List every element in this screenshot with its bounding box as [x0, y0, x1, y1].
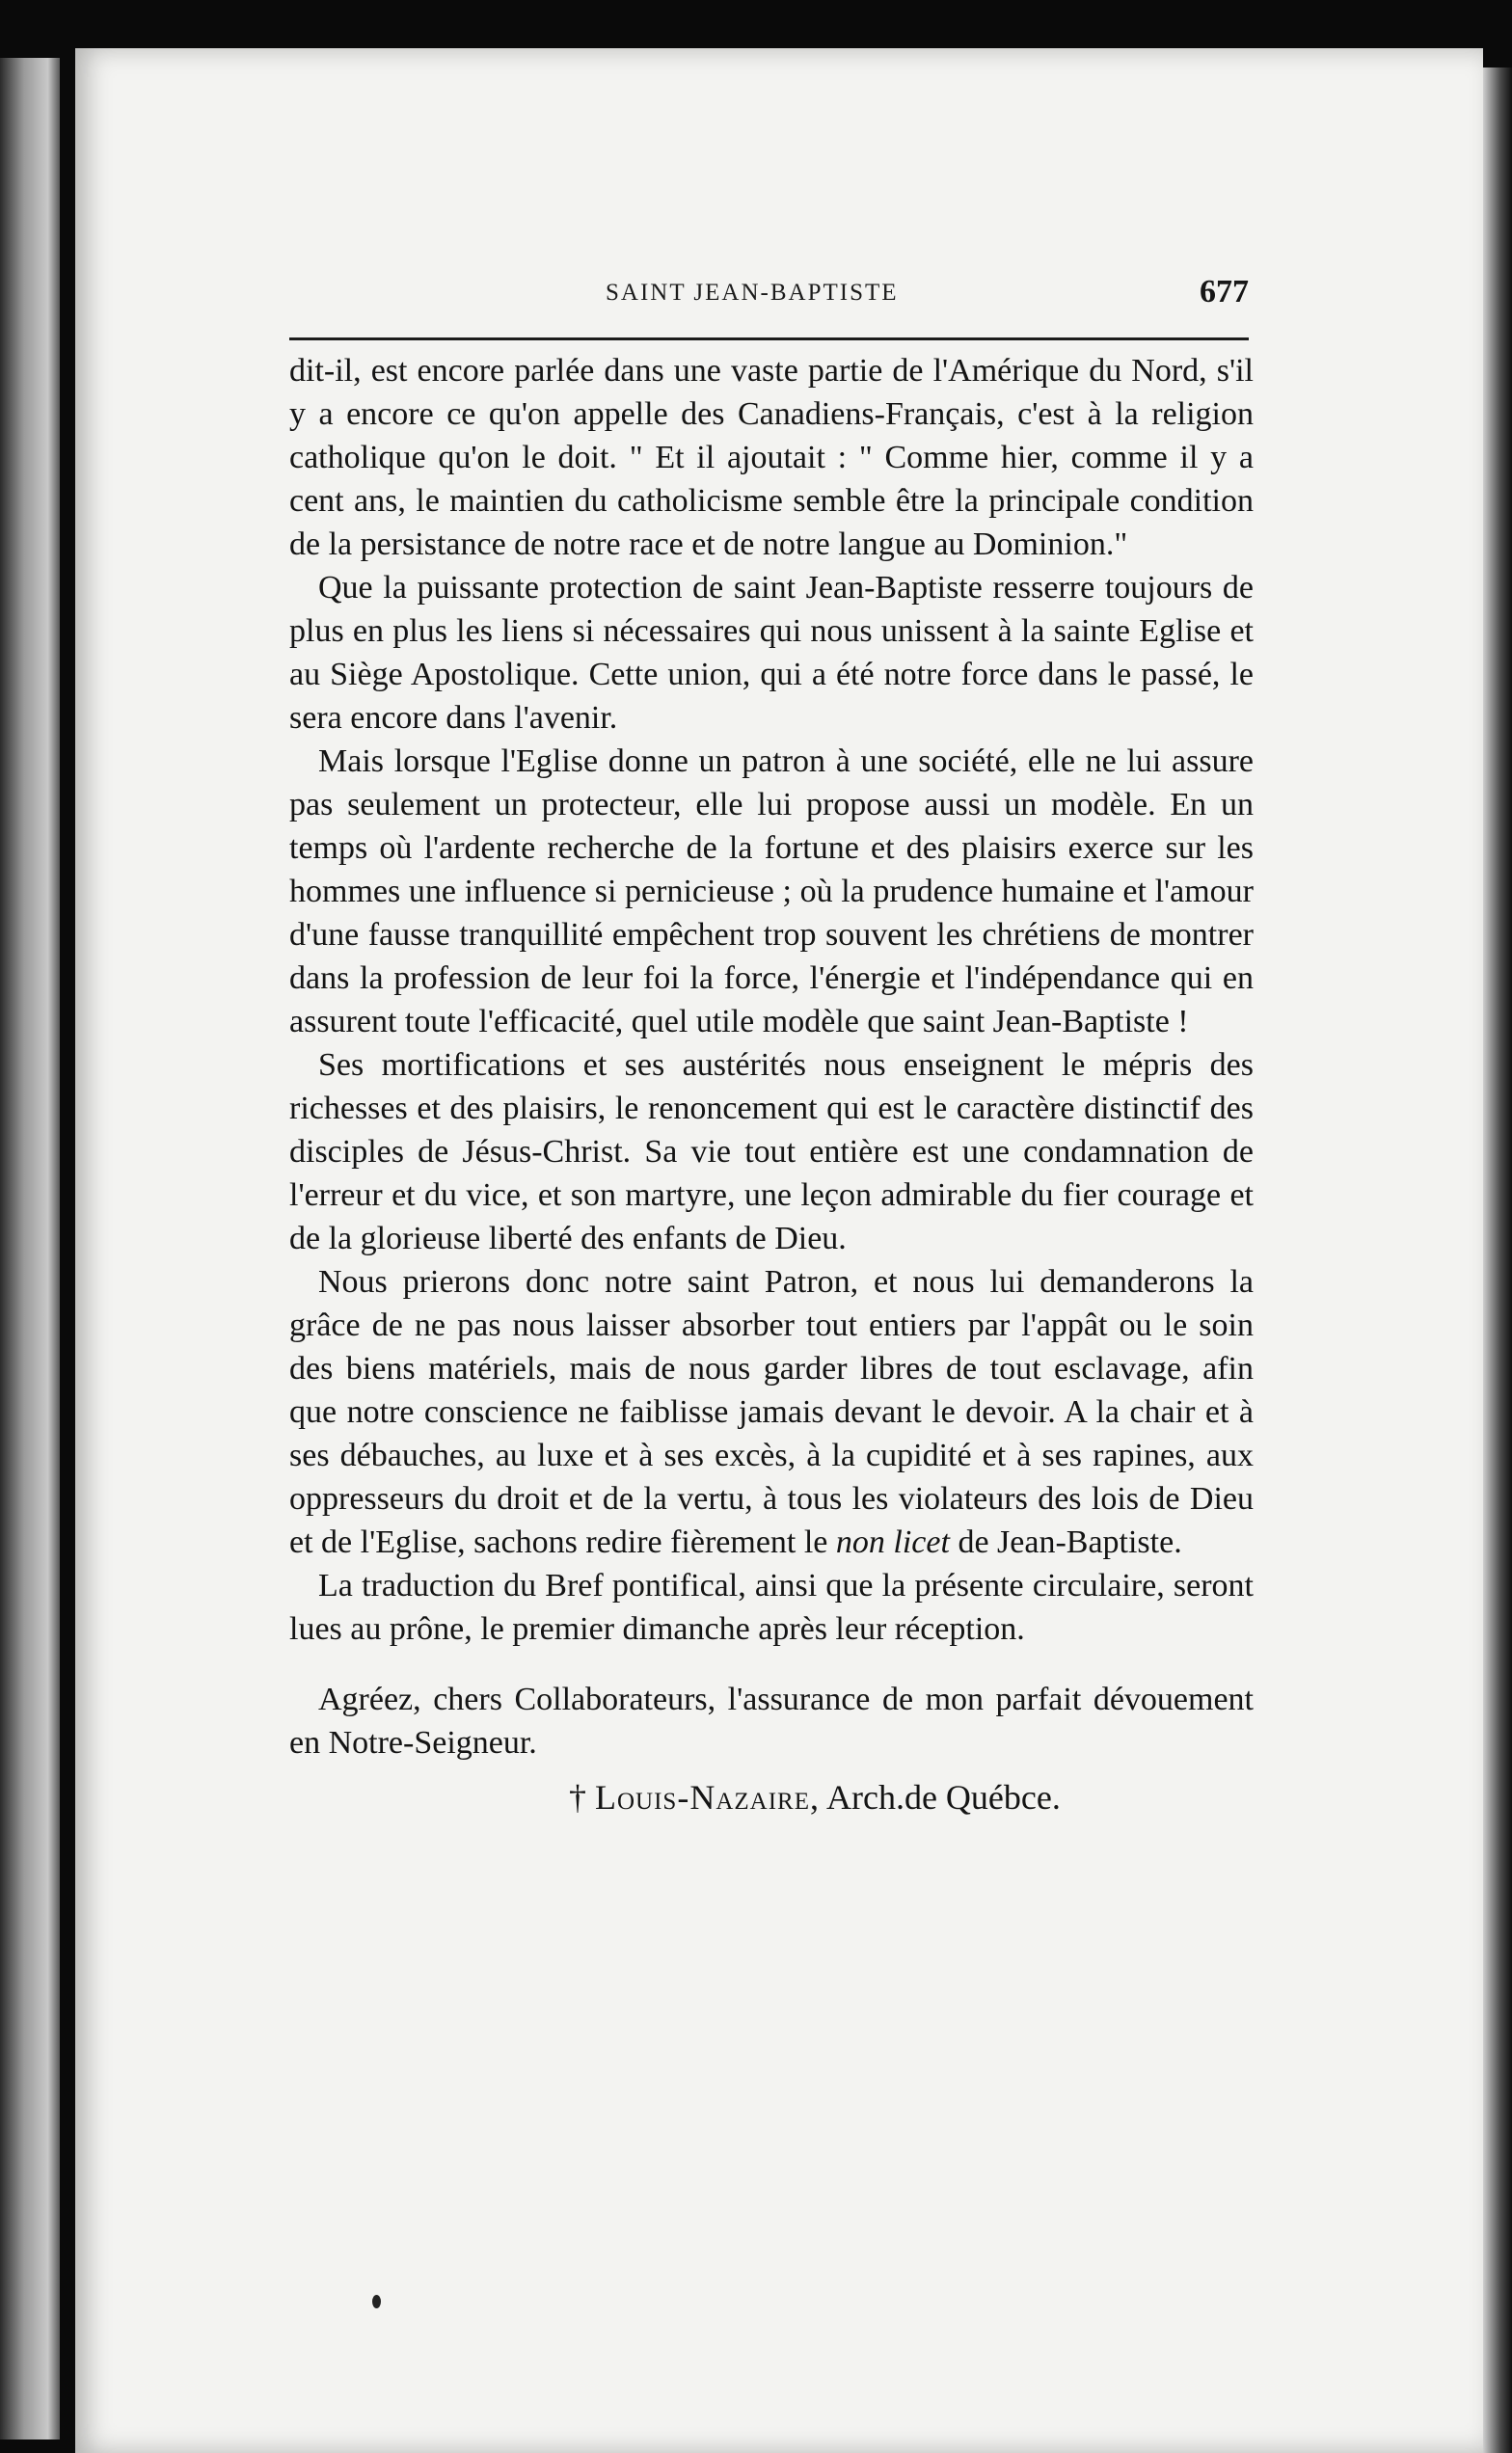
running-header	[289, 274, 1249, 322]
ink-speck	[372, 2295, 381, 2308]
paragraph-5-end: de Jean-Baptiste.	[958, 1524, 1182, 1560]
page-number: 677	[1200, 274, 1249, 310]
paragraph-3: Mais lorsque l'Eglise donne un patron à une société, elle ne lui assure pas seulement un protecteur, elle lui propose aussi un modèle. En un temps où l'ardente recherche de la fortune et des plaisirs exerce sur les hommes une influence si pernicieuse ; où la prudence humaine et l'amour d'une fausse tranquillité empêchent trop souvent les chrétiens de montrer dans la profession de leur foi la force, l'énergie et l'indépendance qui en assurent toute l'efficacité, quel utile modèle que saint Jean-Baptiste !	[289, 743, 1254, 1039]
latin-phrase: non licet	[835, 1524, 950, 1560]
paragraph-5-text: Nous prierons donc notre saint Patron, et nous lui demanderons la grâce de ne pas nous laisser absorber tout entiers par l'appât ou le soin des biens matériels, mais de nous garder libres de tout esclavage, afin que notre conscience ne faiblisse jamais devant le devoir. A la chair et à ses débauches, au luxe et à ses excès, à la cupidité et à ses rapines, aux oppresseurs du droit et de la vertu, à tous les violateurs des lois de Dieu et de l'Eglise, sachons redire fièrement le	[289, 1264, 1254, 1560]
paragraph-1: dit-il, est encore parlée dans une vaste partie de l'Amérique du Nord, s'il y a encore ce qu'on appelle des Canadiens-Français, c'est à la religion catholique qu'on le doit. " Et il ajoutait : " Comme hier, comme il y a cent ans, le maintien du catholicisme semble être la principale condition de la persistance de notre race et de notre langue au Dominion."	[289, 353, 1254, 562]
paragraph-2: Que la puissante protection de saint Jean-Baptiste resserre toujours de plus en plus les liens si nécessaires qui nous unissent à la sainte Eglise et au Siège Apostolique. Cette union, qui a été notre force dans le passé, le sera encore dans l'avenir.	[289, 570, 1254, 736]
paragraph-4: Ses mortifications et ses austérités nous enseignent le mépris des richesses et des plaisirs, le renoncement qui est le caractère distinctif des disciples de Jésus-Christ. Sa vie tout entière est une condamnation de l'erreur et du vice, et son martyre, une leçon admirable du fier courage et de la glorieuse liberté des enfants de Dieu.	[289, 1047, 1254, 1256]
body-text	[289, 349, 1254, 1820]
facing-page-edge	[0, 58, 60, 2440]
signature	[289, 1774, 1254, 1820]
running-title: SAINT JEAN-BAPTISTE	[606, 280, 899, 306]
cross-symbol: †	[569, 1778, 586, 1817]
paragraph-5	[289, 1260, 1254, 1564]
paragraph-6: La traduction du Bref pontifical, ainsi que la présente circulaire, seront lues au prône, le premier dimanche après leur réception.	[289, 1568, 1254, 1647]
header-rule	[289, 337, 1249, 340]
page-edge-shadow	[1483, 67, 1512, 2453]
signatory-name: Louis-Nazaire,	[595, 1778, 820, 1817]
signatory-title: Arch.de Québce.	[825, 1778, 1061, 1817]
closing-formula: Agréez, chers Collaborateurs, l'assurance de mon parfait dévouement en Notre-Seigneur.	[289, 1682, 1254, 1761]
